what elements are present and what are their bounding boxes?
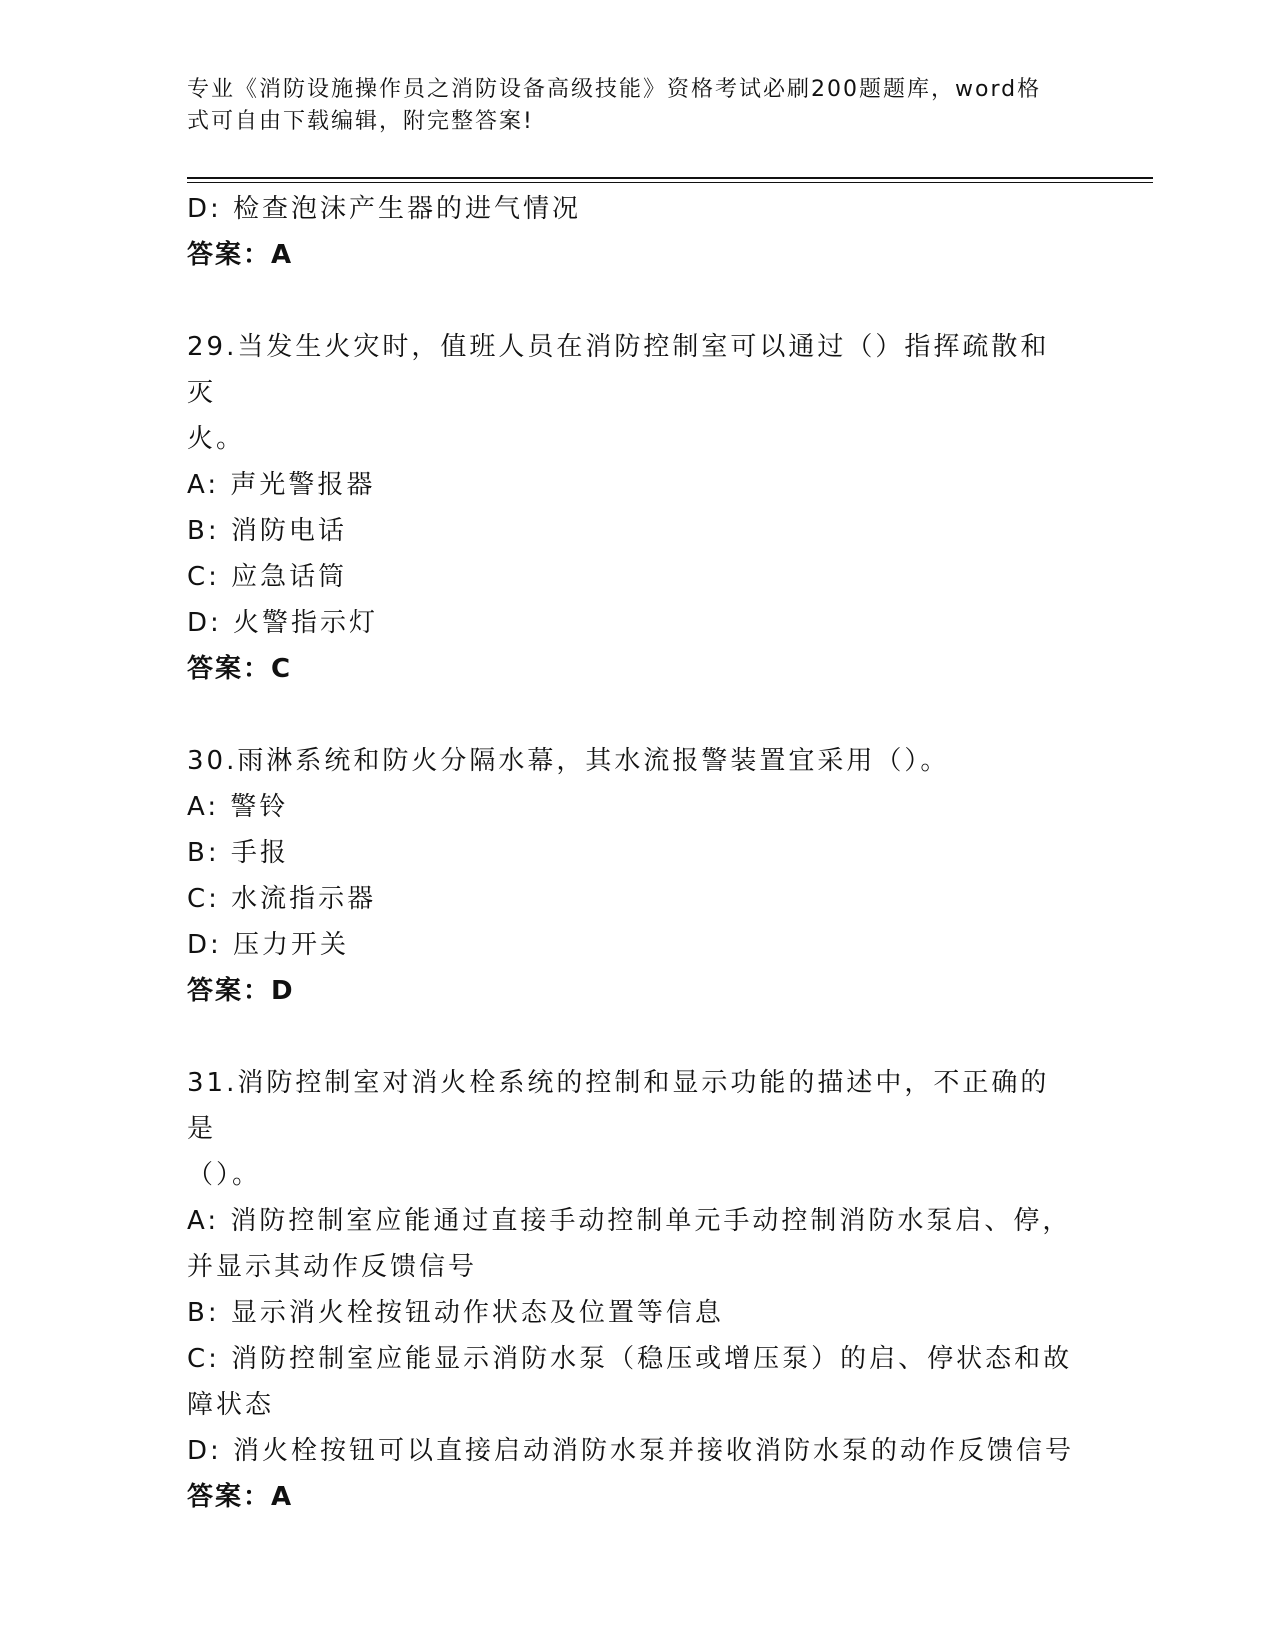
option-d: D: 检查泡沫产生器的进气情况 [187, 194, 582, 224]
question-content [187, 186, 1077, 1520]
option-b: B: 显示消火栓按钮动作状态及位置等信息 [187, 1298, 724, 1328]
question-stem-cont: 火。 [187, 424, 246, 454]
question-31 [187, 1060, 1077, 1520]
spacer [187, 692, 1077, 738]
option-c-cont: 障状态 [187, 1390, 275, 1420]
page-header [187, 74, 1067, 138]
question-29 [187, 324, 1077, 692]
option-a: A: 消防控制室应能通过直接手动控制单元手动控制消防水泵启、停， [187, 1206, 1072, 1236]
question-stem-cont: （）。 [187, 1160, 262, 1190]
answer: 答案：A [187, 240, 294, 270]
option-d: D: 消火栓按钮可以直接启动消防水泵并接收消防水泵的动作反馈信号 [187, 1436, 1075, 1466]
option-c: C: 应急话筒 [187, 562, 348, 592]
option-a: A: 警铃 [187, 792, 289, 822]
question-stem: 31.消防控制室对消火栓系统的控制和显示功能的描述中，不正确的是 [187, 1068, 1050, 1144]
option-c: C: 水流指示器 [187, 884, 377, 914]
question-stem: 29.当发生火灾时，值班人员在消防控制室可以通过（）指挥疏散和灭 [187, 332, 1050, 408]
option-d: D: 火警指示灯 [187, 608, 379, 638]
option-a: A: 声光警报器 [187, 470, 376, 500]
header-rule-thick [187, 177, 1153, 179]
option-d: D: 压力开关 [187, 930, 350, 960]
option-b: B: 手报 [187, 838, 289, 868]
answer: 答案：D [187, 976, 295, 1006]
question-stem: 30.雨淋系统和防火分隔水幕，其水流报警装置宜采用（）。 [187, 746, 950, 776]
spacer [187, 1014, 1077, 1060]
header-rule-thin [187, 182, 1153, 183]
answer: 答案：A [187, 1482, 294, 1512]
header-line-2: 式可自由下载编辑，附完整答案! [187, 109, 534, 134]
question-30 [187, 738, 1077, 1014]
previous-question-tail [187, 186, 1077, 278]
spacer [187, 278, 1077, 324]
header-line-1: 专业《消防设施操作员之消防设备高级技能》资格考试必刷200题题库，word格 [187, 77, 1042, 102]
option-a-cont: 并显示其动作反馈信号 [187, 1252, 478, 1282]
option-b: B: 消防电话 [187, 516, 347, 546]
option-c: C: 消防控制室应能显示消防水泵（稳压或增压泵）的启、停状态和故 [187, 1344, 1073, 1374]
answer: 答案：C [187, 654, 293, 684]
